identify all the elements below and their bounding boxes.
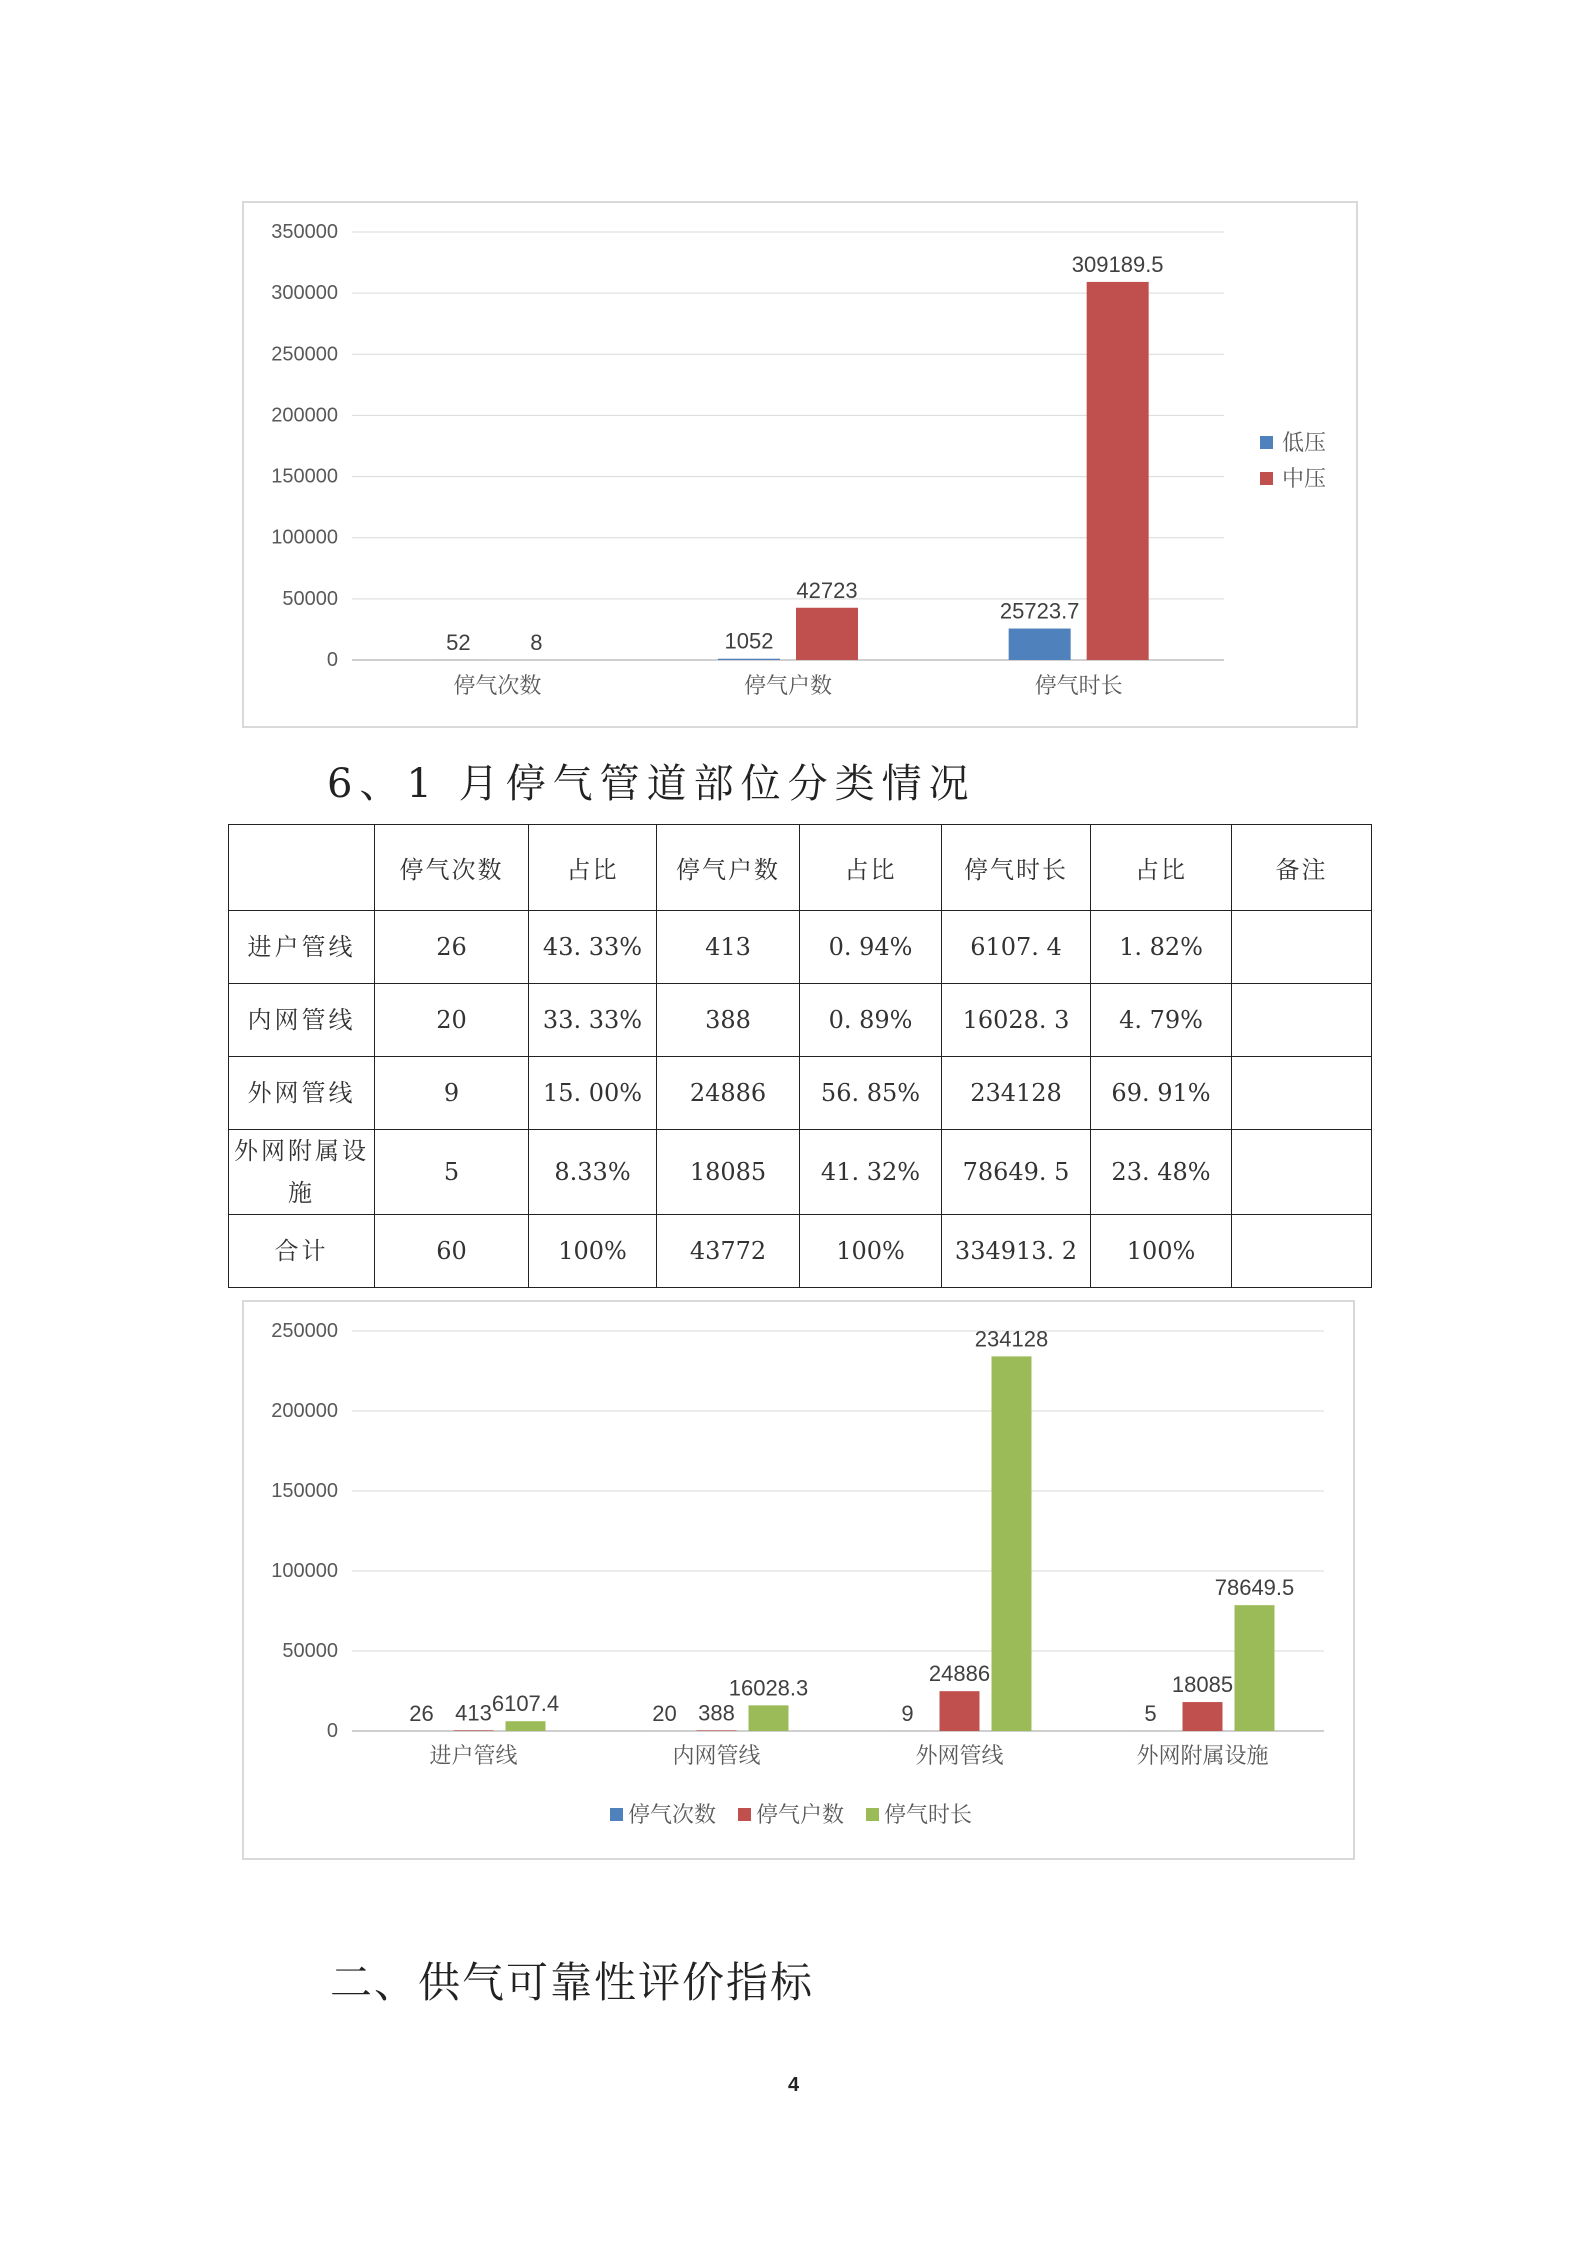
bar (749, 1705, 789, 1731)
table-cell: 43. 33% (529, 911, 657, 984)
data-label: 388 (698, 1700, 735, 1726)
outage-by-pressure-chart (242, 201, 1358, 728)
table-cell: 26 (375, 911, 529, 984)
y-tick-label: 150000 (271, 1480, 338, 1502)
outage-by-pipe-location-chart-svg (244, 1302, 1353, 1858)
table-cell (1232, 984, 1372, 1057)
table-row-label: 外网附属设施 (229, 1130, 375, 1215)
table-cell: 334913. 2 (942, 1215, 1091, 1288)
x-category-label: 内网管线 (672, 1743, 761, 1768)
legend-label: 停气时长 (884, 1802, 973, 1827)
table-cell: 20 (375, 984, 529, 1057)
data-label: 1052 (724, 628, 774, 654)
table-cell: 0. 94% (800, 911, 942, 984)
table-cell: 41. 32% (800, 1130, 942, 1215)
legend-swatch (1260, 472, 1273, 485)
y-tick-label: 250000 (271, 1320, 338, 1342)
table-header-cell: 占比 (800, 825, 942, 911)
data-label: 16028.3 (728, 1675, 809, 1701)
table-cell: 60 (375, 1215, 529, 1288)
data-label: 26 (409, 1700, 434, 1726)
table-cell (1232, 1130, 1372, 1215)
table-cell: 100% (1091, 1215, 1232, 1288)
section-6-title: 6、1 月停气管道部位分类情况 (327, 761, 976, 807)
table-row-label: 合计 (229, 1215, 375, 1288)
x-category-label: 停气时长 (1034, 673, 1123, 698)
y-tick-label: 250000 (271, 343, 338, 366)
legend-swatch (610, 1808, 623, 1821)
bar (796, 608, 858, 660)
table-header-cell (229, 825, 375, 911)
table-row (229, 984, 1372, 1057)
y-tick-label: 100000 (271, 526, 338, 549)
bar (1009, 629, 1071, 660)
table-cell: 100% (800, 1215, 942, 1288)
x-category-label: 停气次数 (453, 673, 542, 698)
data-label: 5 (1144, 1700, 1157, 1726)
table-header-cell: 停气户数 (657, 825, 800, 911)
legend-label: 停气户数 (756, 1802, 845, 1827)
x-category-label: 进户管线 (429, 1743, 518, 1768)
table-header-cell: 占比 (529, 825, 657, 911)
table-cell: 16028. 3 (942, 984, 1091, 1057)
outage-by-pressure-chart-svg (244, 203, 1356, 726)
table-row (229, 1057, 1372, 1130)
table-cell (1232, 911, 1372, 984)
y-tick-label: 200000 (271, 1400, 338, 1422)
table-cell: 4. 79% (1091, 984, 1232, 1057)
data-label: 9 (901, 1700, 914, 1726)
table-cell: 100% (529, 1215, 657, 1288)
table-cell: 78649. 5 (942, 1130, 1091, 1215)
table-cell (1232, 1215, 1372, 1288)
y-tick-label: 350000 (271, 221, 338, 243)
table-cell: 23. 48% (1091, 1130, 1232, 1215)
section-2-title: 二、供气可靠性评价指标 (330, 1958, 815, 2007)
table-header-cell: 占比 (1091, 825, 1232, 911)
bar (1235, 1605, 1275, 1731)
table-row (229, 911, 1372, 984)
legend-label: 中压 (1282, 466, 1327, 491)
table-row-label: 外网管线 (229, 1057, 375, 1130)
table-cell: 24886 (657, 1057, 800, 1130)
legend-swatch (1260, 436, 1273, 449)
table-header-cell: 备注 (1232, 825, 1372, 911)
data-label: 413 (455, 1700, 492, 1726)
data-label: 8 (530, 629, 543, 655)
x-category-label: 外网附属设施 (1136, 1743, 1269, 1768)
y-tick-label: 0 (326, 1720, 338, 1742)
data-label: 24886 (928, 1661, 991, 1687)
data-label: 18085 (1171, 1672, 1234, 1698)
page-number: 4 (787, 2074, 800, 2096)
table-cell: 43772 (657, 1215, 800, 1288)
legend-swatch (738, 1808, 751, 1821)
y-tick-label: 100000 (271, 1560, 338, 1582)
table-cell: 56. 85% (800, 1057, 942, 1130)
bar (940, 1691, 980, 1731)
pipe-location-table (228, 824, 1372, 1288)
table-row-label: 进户管线 (229, 911, 375, 984)
table-cell: 1. 82% (1091, 911, 1232, 984)
x-category-label: 停气户数 (743, 673, 833, 698)
bar (697, 1730, 737, 1731)
data-label: 234128 (974, 1326, 1049, 1352)
data-label: 309189.5 (1071, 251, 1164, 277)
table-header-cell: 停气时长 (942, 825, 1091, 911)
y-tick-label: 150000 (271, 465, 338, 488)
bar (506, 1721, 546, 1731)
table-row-label: 内网管线 (229, 984, 375, 1057)
data-label: 20 (652, 1700, 677, 1726)
table-cell: 69. 91% (1091, 1057, 1232, 1130)
table-cell: 8.33% (529, 1130, 657, 1215)
table-cell: 15. 00% (529, 1057, 657, 1130)
x-category-label: 外网管线 (915, 1743, 1004, 1768)
bar (718, 659, 780, 660)
table-row (229, 1215, 1372, 1288)
data-label: 78649.5 (1214, 1575, 1295, 1601)
table-cell (1232, 1057, 1372, 1130)
table-cell: 0. 89% (800, 984, 942, 1057)
table-cell: 413 (657, 911, 800, 984)
legend-label: 低压 (1282, 430, 1327, 455)
table-cell: 5 (375, 1130, 529, 1215)
data-label: 52 (446, 629, 471, 655)
bar (1183, 1702, 1223, 1731)
y-tick-label: 200000 (271, 404, 338, 427)
table-cell: 234128 (942, 1057, 1091, 1130)
y-tick-label: 0 (326, 649, 338, 671)
bar (1087, 282, 1149, 660)
table-header-row (229, 825, 1372, 911)
table-cell: 33. 33% (529, 984, 657, 1057)
legend-swatch (866, 1808, 879, 1821)
data-label: 42723 (796, 577, 858, 603)
data-label: 6107.4 (491, 1691, 560, 1717)
bar (454, 1730, 494, 1731)
table-header-cell: 停气次数 (375, 825, 529, 911)
y-tick-label: 300000 (271, 282, 338, 305)
table-cell: 18085 (657, 1130, 800, 1215)
bar (992, 1356, 1032, 1731)
legend-label: 停气次数 (628, 1802, 717, 1827)
outage-by-pipe-location-chart (242, 1300, 1355, 1860)
table-cell: 9 (375, 1057, 529, 1130)
y-tick-label: 50000 (282, 1640, 338, 1662)
table-cell: 6107. 4 (942, 911, 1091, 984)
table-row (229, 1130, 1372, 1215)
table-cell: 388 (657, 984, 800, 1057)
y-tick-label: 50000 (282, 587, 338, 610)
data-label: 25723.7 (999, 598, 1080, 624)
